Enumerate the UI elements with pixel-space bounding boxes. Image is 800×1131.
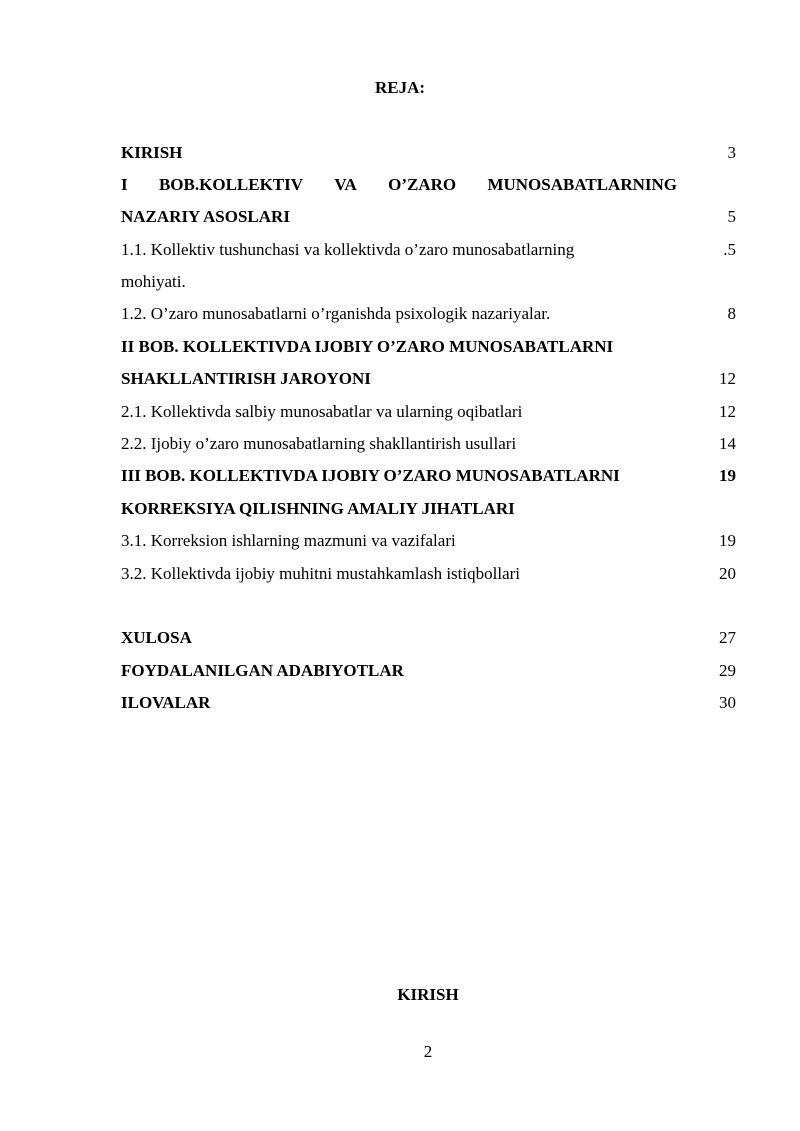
toc-entry-text: ILOVALAR [121,693,211,712]
toc-entry-3-2 [121,562,736,586]
toc-entry-page: 14 [719,434,736,453]
toc-entry-3-1 [121,529,736,553]
toc-entry-text: NAZARIY ASOSLARI [121,207,290,226]
toc-entry-text: II BOB. KOLLEKTIVDA IJOBIY O’ZARO MUNOSABATLARNI [121,337,614,356]
toc-entry-text: mohiyati. [121,272,186,291]
toc-entry-2-1 [121,400,736,424]
toc-entry-text: 3.2. Kollektivda ijobiy muhitni mustahkamlash istiqbollari [121,564,520,583]
toc-entry-page: 12 [719,369,736,388]
toc-word: O’ZARO [388,175,457,194]
toc-entry-chapter-3-line-2 [121,497,736,521]
toc-entry-text: SHAKLLANTIRISH JAROYONI [121,369,371,388]
toc-entry-text: 1.2. O’zaro munosabatlarni o’rganishda psixologik nazariyalar. [121,304,551,323]
toc-entry-page: 3 [727,143,736,162]
toc-entry-page: 29 [719,661,736,680]
toc-entry-chapter-2-line-1 [121,335,736,359]
toc-entry-1-1 [121,238,736,262]
toc-entry-text: FOYDALANILGAN ADABIYOTLAR [121,661,404,680]
toc-entry-appendices [121,691,736,715]
toc-word: I [121,175,128,194]
toc-entry-text [121,173,677,197]
toc-entry-references [121,659,736,683]
toc-entry-xulosa [121,626,736,650]
toc-word: MUNOSABATLARNING [487,175,677,194]
toc-entry-chapter-3-line-1 [121,464,736,488]
toc-entry-text: 2.1. Kollektivda salbiy munosabatlar va ularning oqibatlari [121,402,523,421]
toc-entry-page: 5 [727,207,736,226]
toc-entry-kirish [121,141,736,165]
toc-entry-page: 19 [719,466,736,485]
toc-entry-chapter-1-line-2 [121,205,736,229]
toc-entry-page: 30 [719,693,736,712]
toc-entry-page: 27 [719,628,736,647]
toc-entry-2-2 [121,432,736,456]
toc-entry-page: 12 [719,402,736,421]
toc-entry-page: 19 [719,531,736,550]
toc-entry-text: III BOB. KOLLEKTIVDA IJOBIY O’ZARO MUNOSABATLARNI [121,466,620,485]
toc-entry-1-2 [121,302,736,326]
page-number: 2 [423,1042,433,1061]
toc-entry-chapter-1-line-1 [121,173,736,197]
toc-title: REJA: [374,78,426,97]
toc-entry-page: 8 [727,304,736,323]
toc-word: VA [334,175,357,194]
toc-entry-text: KORREKSIYA QILISHNING AMALIY JIHATLARI [121,499,515,518]
section-heading: KIRISH [397,985,459,1004]
toc-entry-text: XULOSA [121,628,192,647]
toc-entry-text: KIRISH [121,143,183,162]
toc-word: BOB.KOLLEKTIV [158,175,304,194]
toc-entry-text: 1.1. Kollektiv tushunchasi va kollektivda o’zaro munosabatlarning [121,240,575,259]
toc-entry-page: 20 [719,564,736,583]
toc-entry-1-1-continued [121,270,736,294]
toc-entry-text: 3.1. Korreksion ishlarning mazmuni va vazifalari [121,531,456,550]
toc-entry-text: 2.2. Ijobiy o’zaro munosabatlarning shakllantirish usullari [121,434,517,453]
toc-entry-page: .5 [723,240,736,259]
toc-entry-chapter-2-line-2 [121,367,736,391]
